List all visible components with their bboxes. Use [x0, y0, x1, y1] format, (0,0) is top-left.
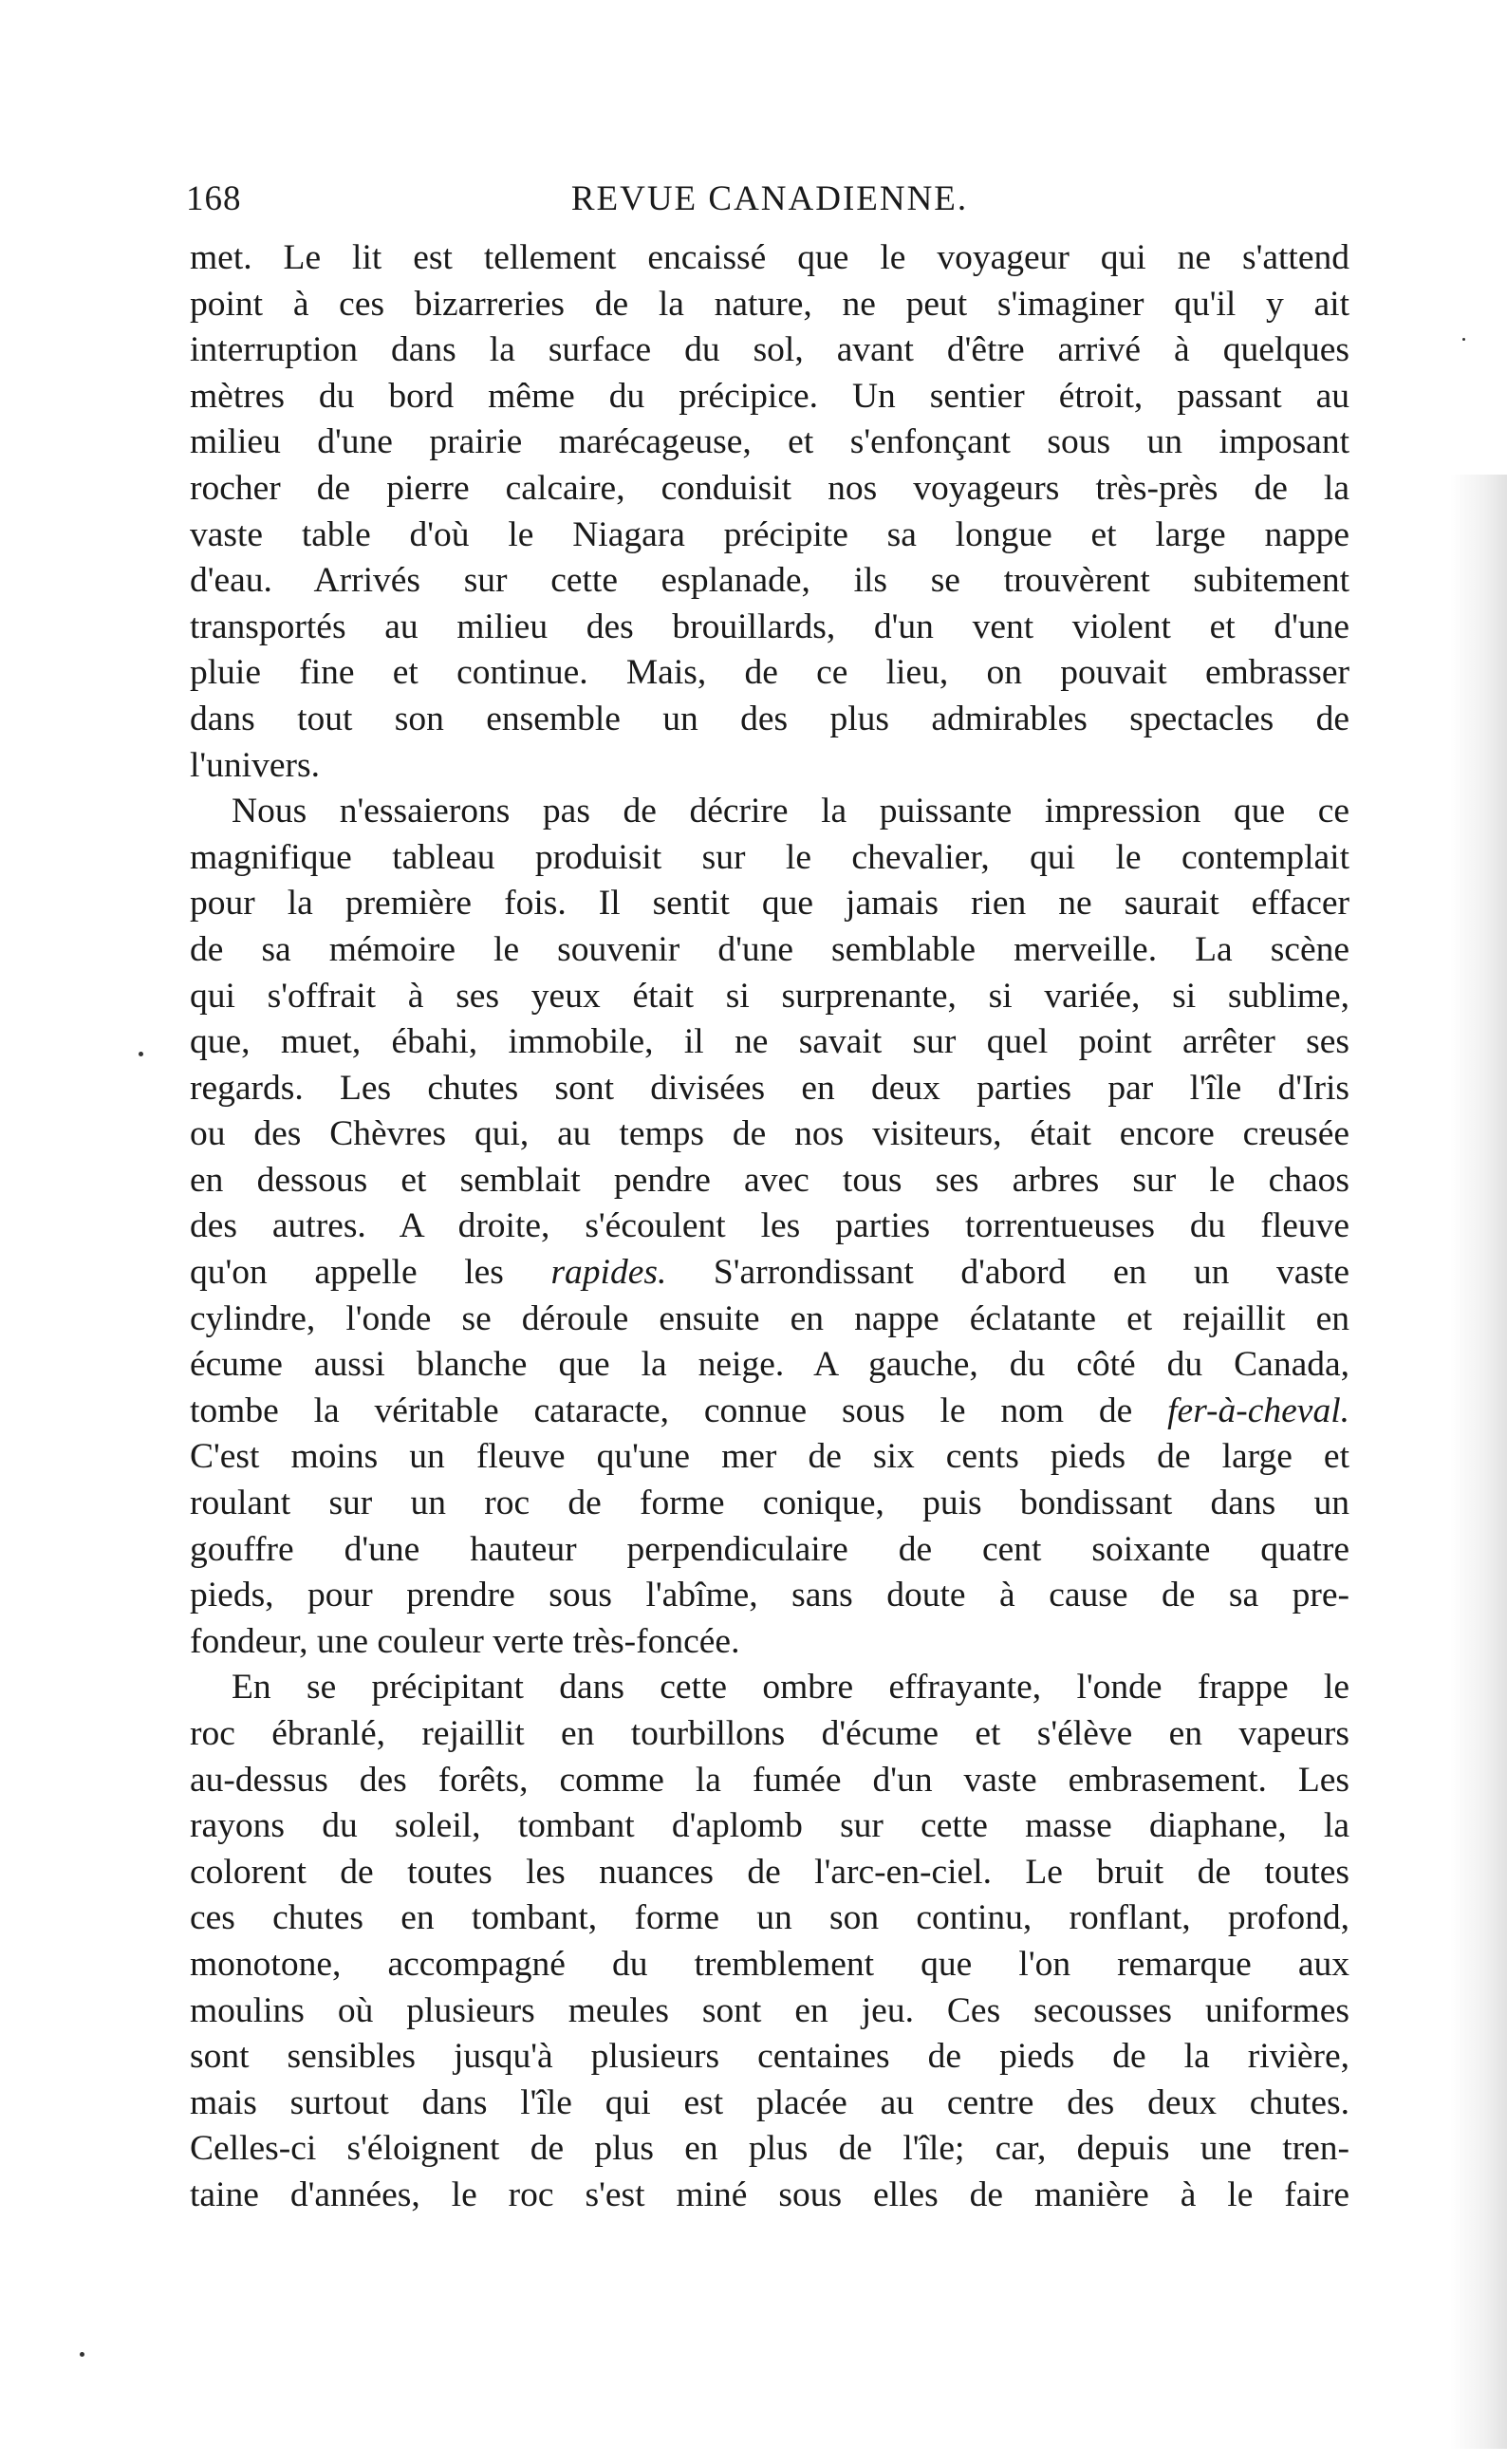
text-line: de sa mémoire le souvenir d'une semblable merveille. La scène — [190, 929, 1349, 969]
text-line: cylindre, l'onde se déroule ensuite en nappe éclatante et rejaillit en — [190, 1298, 1349, 1338]
text-line: regards. Les chutes sont divisées en deux parties par l'île d'Iris — [190, 1068, 1349, 1108]
text-line: en dessous et semblait pendre avec tous ses arbres sur le chaos — [190, 1160, 1349, 1200]
text-line: rocher de pierre calcaire, conduisit nos voyageurs très-près de la — [190, 468, 1349, 508]
running-head — [186, 171, 1349, 228]
text-line: gouffre d'une hauteur perpendiculaire de cent soixante quatre — [190, 1529, 1349, 1569]
ink-speck — [1462, 338, 1465, 341]
text-line: moulins où plusieurs meules sont en jeu. Ces secousses uniformes — [190, 1990, 1349, 2030]
text-line: qui s'offrait à ses yeux était si surprenante, si variée, si sublime, — [190, 976, 1349, 1016]
text-line: l'univers. — [190, 745, 320, 785]
text-line: roc ébranlé, rejaillit en tourbillons d'écume et s'élève en vapeurs — [190, 1714, 1349, 1753]
text-line: pieds, pour prendre sous l'abîme, sans doute à cause de sa pre- — [190, 1576, 1349, 1615]
text-line: d'eau. Arrivés sur cette esplanade, ils se trouvèrent subitement — [190, 561, 1349, 601]
text-line: Nous n'essaierons pas de décrire la puissante impression que ce — [232, 792, 1349, 831]
paragraph — [190, 235, 1349, 789]
page-edge-shadow — [1450, 475, 1507, 2449]
text-line: roulant sur un roc de forme conique, puis bondissant dans un — [190, 1484, 1349, 1523]
text-line: point à ces bizarreries de la nature, ne peut s'imaginer qu'il y ait — [190, 284, 1349, 324]
paragraph — [190, 789, 1349, 1665]
text-line: magnifique tableau produisit sur le chevalier, qui le contemplait — [190, 837, 1349, 877]
body-text — [190, 235, 1349, 2219]
text-line: met. Le lit est tellement encaissé que le voyageur qui ne s'attend — [190, 238, 1349, 277]
ink-speck — [80, 2352, 84, 2357]
book-page — [186, 171, 1349, 2219]
text-line: ou des Chèvres qui, au temps de nos visiteurs, était encore creusée — [190, 1114, 1349, 1154]
text-line: taine d'années, le roc s'est miné sous elles de manière à le faire — [190, 2175, 1349, 2214]
text-line: vaste table d'où le Niagara précipite sa longue et large nappe — [190, 514, 1349, 554]
text-line: ces chutes en tombant, forme un son continu, ronflant, profond, — [190, 1898, 1349, 1938]
text-line: mais surtout dans l'île qui est placée au centre des deux chutes. — [190, 2082, 1349, 2122]
text-line: tombe la véritable cataracte, connue sous le nom de fer-à-cheval. — [190, 1391, 1349, 1430]
ink-speck — [139, 1052, 143, 1056]
journal-title: REVUE CANADIENNE. — [570, 179, 969, 218]
text-line: écume aussi blanche que la neige. A gauche, du côté du Canada, — [190, 1345, 1349, 1385]
text-line: monotone, accompagné du tremblement que l'on remarque aux — [190, 1944, 1349, 1984]
text-line: milieu d'une prairie marécageuse, et s'enfonçant sous un imposant — [190, 422, 1349, 462]
text-line: Celles-ci s'éloignent de plus en plus de l'île; car, depuis une tren- — [190, 2129, 1349, 2169]
page-number: 168 — [186, 179, 242, 218]
paragraph — [190, 1665, 1349, 2218]
text-line: qu'on appelle les rapides. S'arrondissant d'abord en un vaste — [190, 1253, 1349, 1293]
text-line: pour la première fois. Il sentit que jamais rien ne saurait effacer — [190, 884, 1349, 924]
text-line: mètres du bord même du précipice. Un sentier étroit, passant au — [190, 376, 1349, 416]
text-line: pluie fine et continue. Mais, de ce lieu, on pouvait embrasser — [190, 653, 1349, 693]
text-line: au-dessus des forêts, comme la fumée d'un vaste embrasement. Les — [190, 1760, 1349, 1800]
text-line: interruption dans la surface du sol, avant d'être arrivé à quelques — [190, 330, 1349, 370]
text-line: C'est moins un fleuve qu'une mer de six cents pieds de large et — [190, 1437, 1349, 1477]
text-line: En se précipitant dans cette ombre effrayante, l'onde frappe le — [232, 1668, 1349, 1708]
text-line: rayons du soleil, tombant d'aplomb sur cette masse diaphane, la — [190, 1806, 1349, 1846]
text-line: sont sensibles jusqu'à plusieurs centaines de pieds de la rivière, — [190, 2037, 1349, 2077]
text-line: dans tout son ensemble un des plus admirables spectacles de — [190, 699, 1349, 738]
text-line: des autres. A droite, s'écoulent les parties torrentueuses du fleuve — [190, 1206, 1349, 1246]
text-line: fondeur, une couleur verte très-foncée. — [190, 1621, 740, 1661]
text-line: colorent de toutes les nuances de l'arc-en-ciel. Le bruit de toutes — [190, 1852, 1349, 1892]
text-line: que, muet, ébahi, immobile, il ne savait sur quel point arrêter ses — [190, 1022, 1349, 1062]
text-line: transportés au milieu des brouillards, d'un vent violent et d'une — [190, 607, 1349, 646]
